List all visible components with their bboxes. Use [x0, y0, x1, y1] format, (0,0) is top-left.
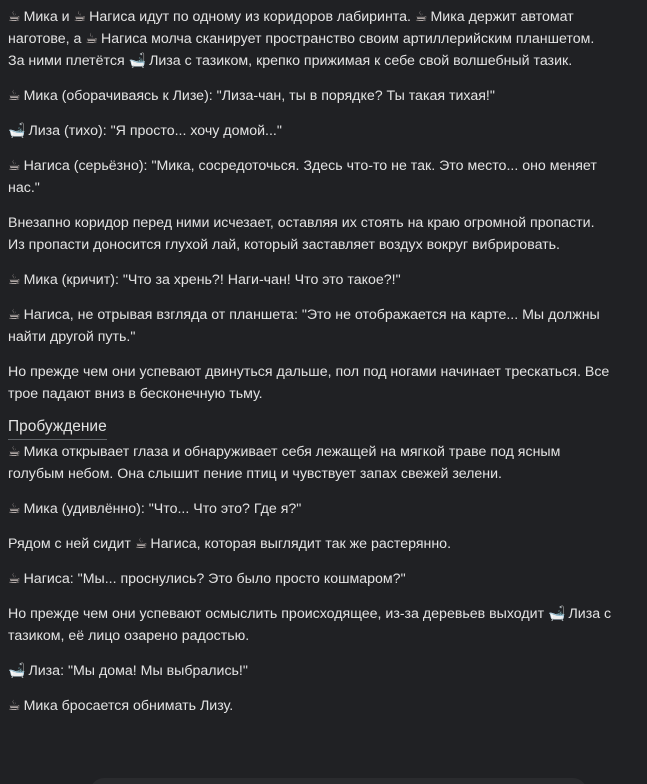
- text-segment: Мика держит автомат наготове, а: [8, 9, 574, 47]
- story-paragraph-hug: [8, 695, 613, 717]
- dialogue-text: Мика (оборачиваясь к Лизе): "Лиза-чан, ты в порядке? Ты такая тихая!": [23, 88, 495, 104]
- bathtub-icon: 🛁: [128, 53, 147, 69]
- section-heading: Пробуждение: [8, 416, 107, 440]
- coffee-icon: ☕: [73, 9, 87, 25]
- dialogue-liza-2: [8, 660, 613, 682]
- section-heading-wrap: [8, 414, 613, 440]
- narration-text: Мика бросается обнимать Лизу.: [23, 698, 234, 714]
- text-segment: Лиза с тазиком, её лицо озарено радостью.: [8, 606, 612, 644]
- coffee-icon: ☕: [8, 158, 21, 174]
- story-paragraph-awakening: [8, 441, 613, 485]
- coffee-icon: ☕: [85, 31, 98, 47]
- coffee-icon: ☕: [8, 698, 21, 714]
- dialogue-text: Мика (кричит): "Что за хрень?! Наги-чан! Что это такое?!": [23, 272, 401, 288]
- bathtub-icon: 🛁: [8, 123, 26, 139]
- coffee-icon: ☕: [134, 536, 148, 552]
- story-paragraph-fall: [8, 361, 613, 405]
- text-segment: Мика и: [23, 9, 70, 25]
- coffee-icon: ☕: [8, 9, 21, 25]
- narration-text: Мика открывает глаза и обнаруживает себя лежащей на мягкой траве под ясным голубым небом. Она слышит пение птиц и чувствует запах свежей зелени.: [8, 444, 561, 482]
- dialogue-text: Лиза: "Мы дома! Мы выбрались!": [28, 663, 248, 679]
- dialogue-nagisa-2: [8, 304, 613, 348]
- text-segment: Нагиса молча сканирует пространство своим артиллерийским планшетом. За ними плетётся: [8, 31, 595, 69]
- dialogue-mika-2: [8, 269, 613, 291]
- story-paragraph-nagisa-sits: [8, 533, 613, 555]
- text-segment: Нагиса, которая выглядит так же растерянно.: [150, 536, 452, 552]
- dialogue-mika-3: [8, 498, 613, 520]
- dialogue-mika-1: [8, 85, 613, 107]
- dialogue-text: Лиза (тихо): "Я просто... хочу домой...": [28, 123, 282, 139]
- story-paragraph-abyss: [8, 212, 613, 256]
- bathtub-icon: 🛁: [548, 606, 566, 622]
- text-segment: Рядом с ней сидит: [8, 536, 131, 552]
- coffee-icon: ☕: [8, 88, 21, 104]
- coffee-icon: ☕: [414, 9, 428, 25]
- coffee-icon: ☕: [8, 571, 21, 587]
- story-paragraph-corridor: [8, 6, 613, 72]
- story-paragraph-liza-arrives: [8, 603, 613, 647]
- dialogue-text: Нагиса, не отрывая взгляда от планшета: "Это не отображается на карте... Мы должны найти другой путь.": [8, 307, 600, 345]
- dialogue-nagisa-3: [8, 568, 613, 590]
- chat-input-edge[interactable]: [90, 778, 587, 784]
- text-segment: Лиза с тазиком, крепко прижимая к себе свой волшебный тазик.: [149, 53, 573, 69]
- bathtub-icon: 🛁: [8, 663, 26, 679]
- dialogue-text: Мика (удивлённо): "Что... Что это? Где я?": [23, 501, 302, 517]
- text-segment: Нагиса идут по одному из коридоров лабиринта.: [89, 9, 411, 25]
- narration-text: Внезапно коридор перед ними исчезает, оставляя их стоять на краю огромной пропасти. Из пропасти доносится глухой лай, который заставляет воздух вокруг вибрировать.: [8, 215, 595, 253]
- coffee-icon: ☕: [8, 272, 21, 288]
- coffee-icon: ☕: [8, 444, 21, 460]
- text-segment: Но прежде чем они успевают осмыслить происходящее, из-за деревьев выходит: [8, 606, 545, 622]
- coffee-icon: ☕: [8, 307, 21, 323]
- narration-text: Но прежде чем они успевают двинуться дальше, пол под ногами начинает трескаться. Все трое падают вниз в бесконечную тьму.: [8, 364, 610, 402]
- dialogue-text: Нагиса (серьёзно): "Мика, сосредоточься. Здесь что-то не так. Это место... оно меняет нас.": [8, 158, 597, 196]
- dialogue-text: Нагиса: "Мы... проснулись? Это было просто кошмаром?": [23, 571, 406, 587]
- dialogue-nagisa-1: [8, 155, 613, 199]
- coffee-icon: ☕: [8, 501, 21, 517]
- dialogue-liza-1: [8, 120, 613, 142]
